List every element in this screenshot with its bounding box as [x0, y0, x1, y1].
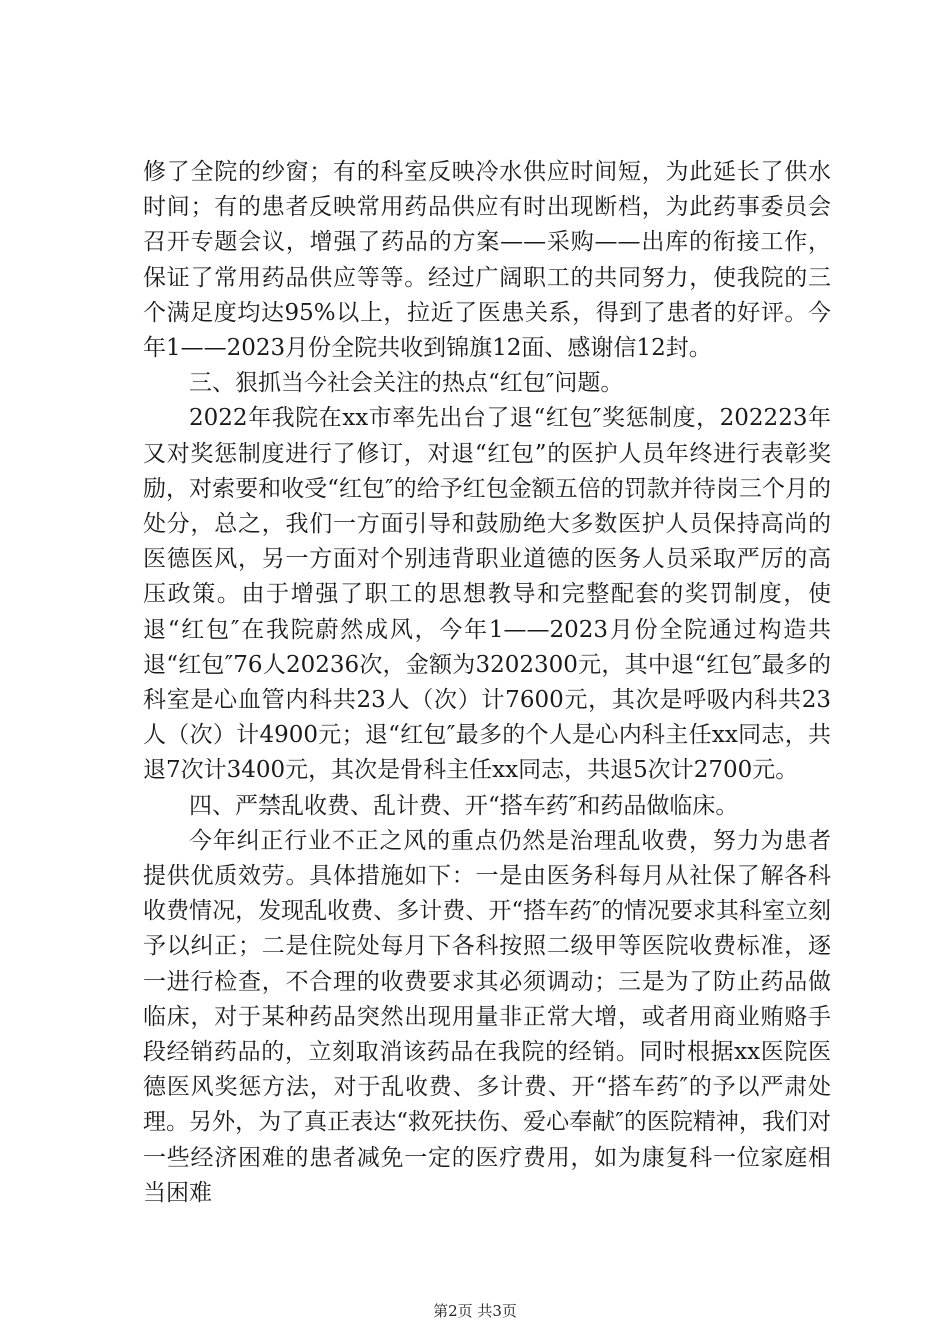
section-heading-4: 四、严禁乱收费、乱计费、开“搭车药″和药品做临床。 [189, 792, 739, 819]
page-footer: 第2页 共3页 [433, 1302, 517, 1320]
paragraph-fees: 今年纠正行业不正之风的重点仍然是治理乱收费，努力为患者提供优质效劳。具体措施如下：一是由医务科每月从社保了解各科收费情况，发现乱收费、多计费、开“搭车药″的情况要求其科室立刻予以纠正；二是住院处每月下各科按照二级甲等医院收费标准，逐一进行检查，不合理的收费要求其必须调动；三是为了防止药品做临床，对于某种药品突然出现用量非正常大增，或者用商业贿赂手段经销药品的，立刻取消该药品在我院的经销。同时根据xx医院医德医风奖惩方法，对于乱收费、多计费、开“搭车药″的予以严肃处理。另外，为了真正表达“救死扶伤、爱心奉献″的医院精神，我们对一些经济困难的患者减免一定的医疗费用，如为康复科一位家庭相当困难 [143, 827, 831, 1206]
document-body [143, 155, 831, 1211]
paragraph-continued: 修了全院的纱窗；有的科室反映冷水供应时间短，为此延长了供水时间；有的患者反映常用药品供应有时出现断档，为此药事委员会召开专题会议，增强了药品的方案——采购——出库的衔接工作，保证了常用药品供应等等。经过广阔职工的共同努力，使我院的三个满足度均达95%以上，拉近了医患关系，得到了患者的好评。今年1——2023月份全院共收到锦旗12面、感谢信12封。 [143, 159, 831, 362]
paragraph-red-envelope: 2022年我院在xx市率先出台了退“红包″奖惩制度，202223年又对奖惩制度进行了修订，对退“红包”的医护人员年终进行表彰奖励，对索要和收受“红包″的给予红包金额五倍的罚款并待岗三个月的处分，总之，我们一方面引导和鼓励绝大多数医护人员保持高尚的医德医风，另一方面对个别违背职业道德的医务人员采取严厉的高压政策。由于增强了职工的思想教导和完整配套的奖罚制度，使退“红包″在我院蔚然成风，今年1——2023月份全院通过构造共退“红包″76人20236次，金额为3202300元，其中退“红包″最多的科室是心血管内科共23人（次）计7600元，其次是呼吸内科共23人（次）计4900元；退“红包″最多的个人是心内科主任xx同志，共退7次计3400元，其次是骨科主任xx同志，共退5次计2700元。 [143, 405, 831, 784]
section-heading-3: 三、狠抓当今社会关注的热点“红包″问题。 [189, 370, 624, 397]
